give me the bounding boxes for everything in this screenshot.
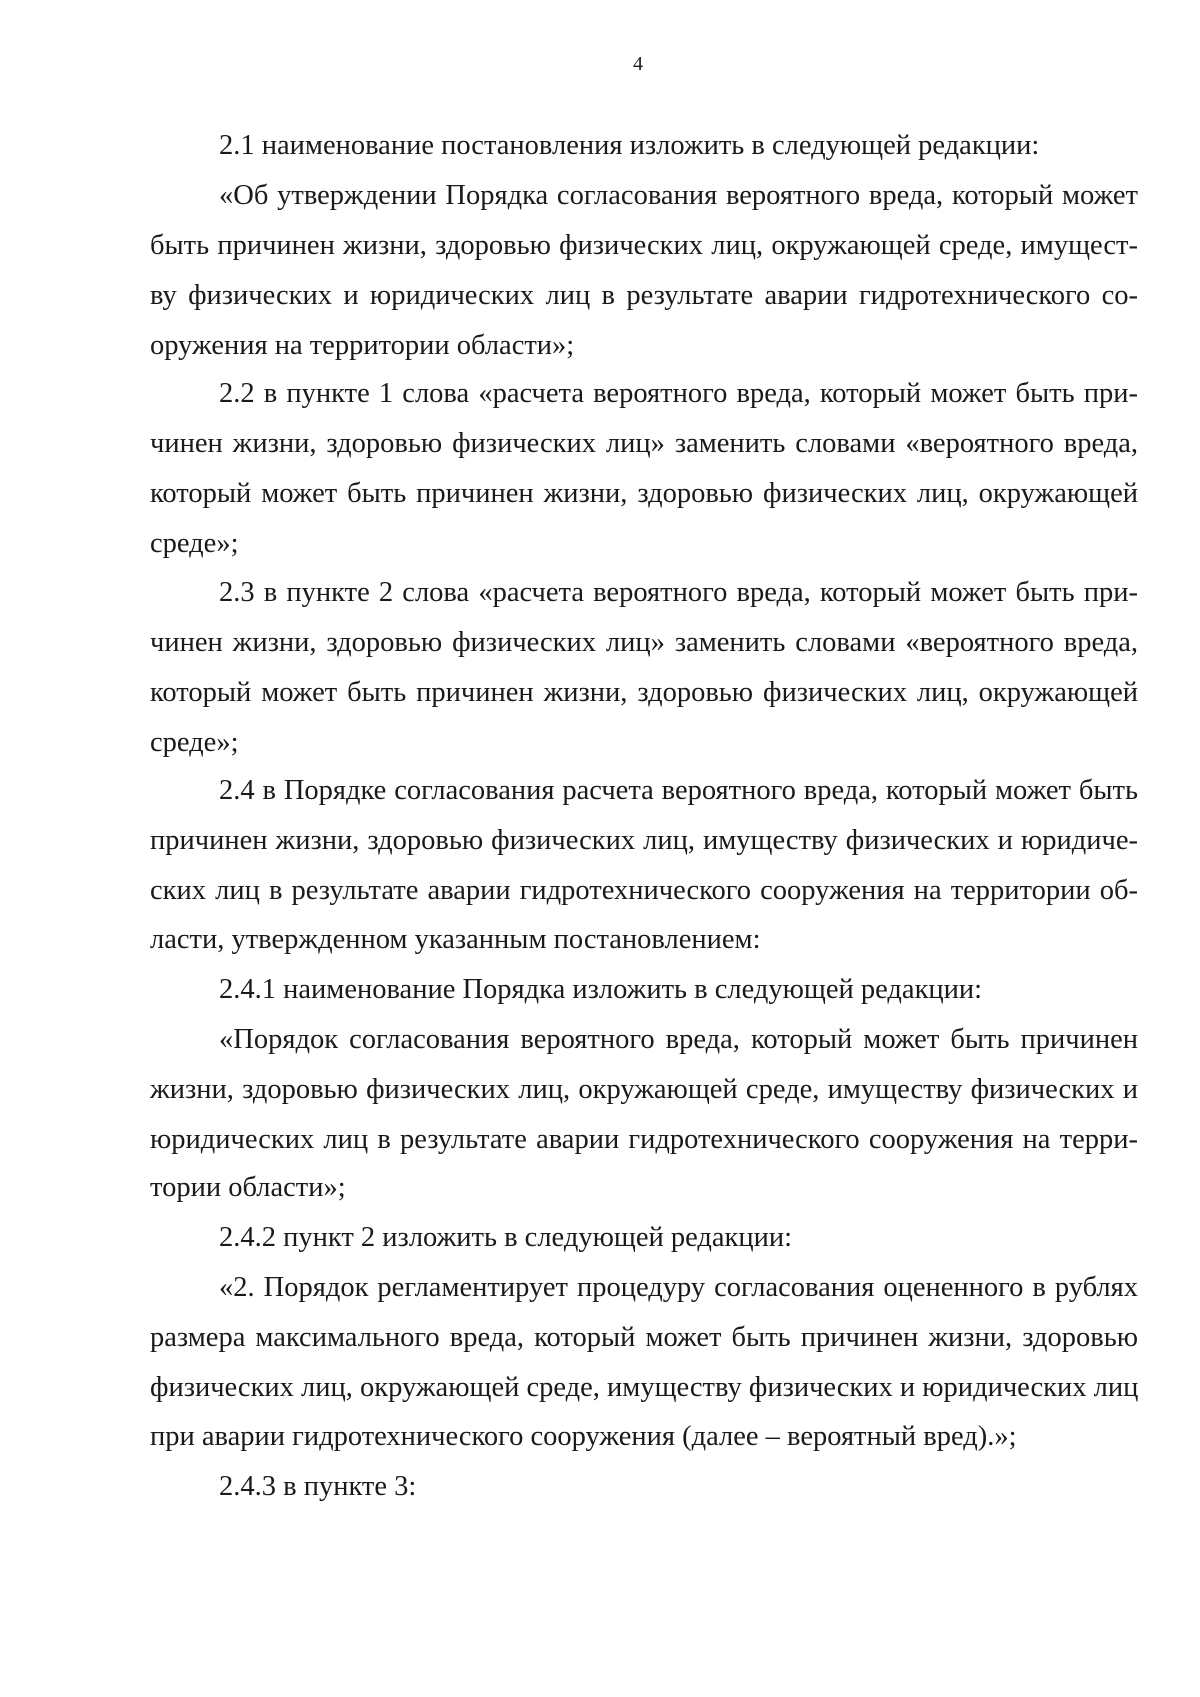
text-line: быть причинен жизни, здоровью физических лиц, окружающей среде, имущест- [150, 230, 1138, 261]
text-line: 2.1 наименование постановления изложить в следующей редакции: [219, 130, 1040, 161]
text-line: тории области»; [150, 1172, 346, 1203]
text-line: 2.2 в пункте 1 слова «расчета вероятного вреда, который может быть при- [219, 378, 1138, 409]
text-line: оружения на территории области»; [150, 330, 575, 361]
text-line: ласти, утвержденном указанным постановлением: [150, 924, 761, 955]
text-line: ву физических и юридических лиц в результате аварии гидротехнического со- [150, 280, 1138, 311]
text-line: «2. Порядок регламентирует процедуру согласования оцененного в рублях [219, 1272, 1138, 1303]
text-line: который может быть причинен жизни, здоровью физических лиц, окружающей [150, 677, 1138, 708]
text-line: среде»; [150, 727, 239, 758]
text-line: причинен жизни, здоровью физических лиц, имуществу физических и юридиче- [150, 825, 1138, 856]
text-line: 2.3 в пункте 2 слова «расчета вероятного вреда, который может быть при- [219, 577, 1138, 608]
text-line: среде»; [150, 528, 239, 559]
text-line: 2.4 в Порядке согласования расчета вероятного вреда, который может быть [219, 775, 1138, 806]
text-line: чинен жизни, здоровью физических лиц» заменить словами «вероятного вреда, [150, 627, 1138, 658]
text-line: 2.4.2 пункт 2 изложить в следующей редакции: [219, 1222, 793, 1253]
text-line: «Об утверждении Порядка согласования вероятного вреда, который может [219, 180, 1138, 211]
text-line: размера максимального вреда, который может быть причинен жизни, здоровью [150, 1322, 1138, 1353]
text-line: который может быть причинен жизни, здоровью физических лиц, окружающей [150, 478, 1138, 509]
text-line: ских лиц в результате аварии гидротехнического сооружения на территории об- [150, 875, 1138, 906]
text-line: чинен жизни, здоровью физических лиц» заменить словами «вероятного вреда, [150, 428, 1138, 459]
text-line: физических лиц, окружающей среде, имуществу физических и юридических лиц [150, 1372, 1139, 1403]
text-line: 2.4.3 в пункте 3: [219, 1471, 417, 1502]
text-line: юридических лиц в результате аварии гидротехнического сооружения на терри- [150, 1124, 1138, 1155]
text-line: жизни, здоровью физических лиц, окружающей среде, имуществу физических и [150, 1074, 1138, 1105]
text-line: «Порядок согласования вероятного вреда, который может быть причинен [219, 1024, 1138, 1055]
text-line: при аварии гидротехнического сооружения (далее – вероятный вред).»; [150, 1421, 1017, 1452]
text-line: 2.4.1 наименование Порядка изложить в следующей редакции: [219, 974, 983, 1005]
page-number: 4 [633, 53, 643, 75]
